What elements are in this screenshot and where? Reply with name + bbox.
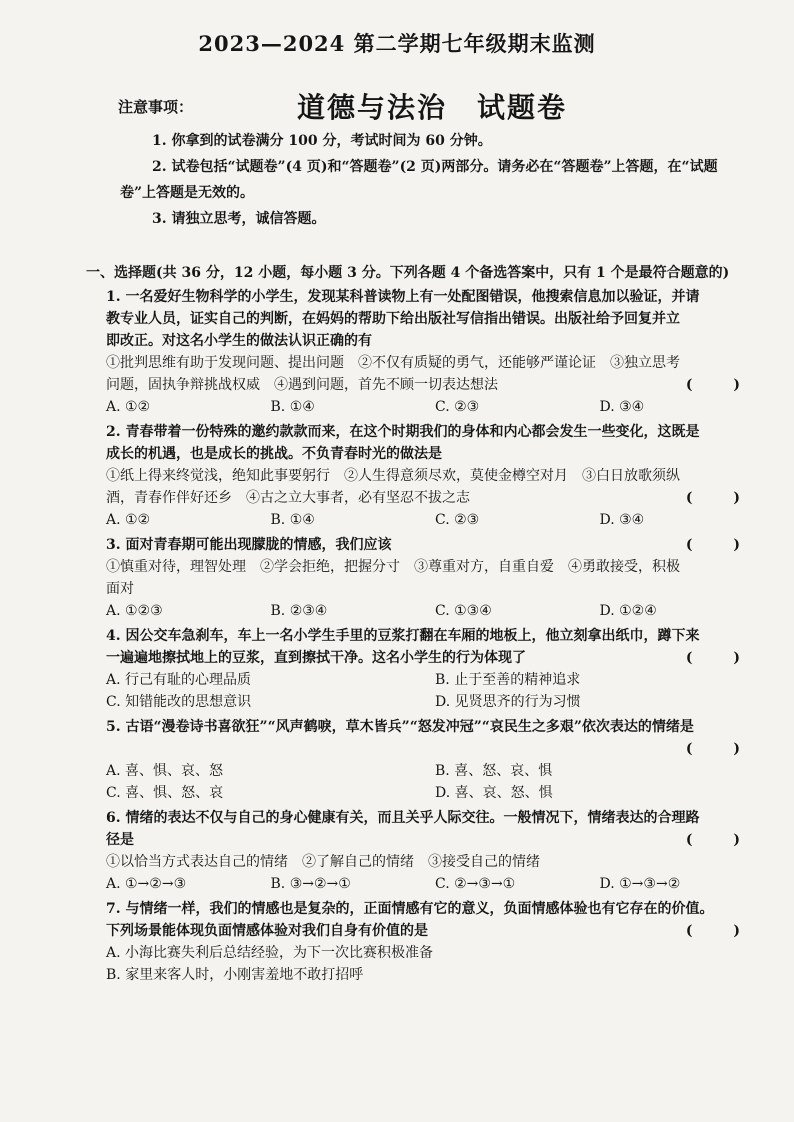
options-row [106, 669, 764, 691]
question-item: 问题，固执争辩挑战权威 ④遇到问题，首先不顾一切表达想法 [106, 377, 498, 393]
question-stem: 2. 青春带着一份特殊的邀约款款而来，在这个时期我们的身体和内心都会发生一些变化，这既是 [106, 424, 700, 440]
option-a: A. 小海比赛失利后总结经验，为下一次比赛积极准备 [106, 945, 434, 961]
option-d: D. ①②④ [599, 603, 657, 619]
question-item: ①慎重对待，理智处理 ②学会拒绝，把握分寸 ③尊重对方，自重自爱 ④勇敢接受，积极 [106, 559, 680, 575]
question-stem: 径是 [106, 832, 134, 848]
question-3 [106, 534, 764, 622]
subject-title: 道德与法治 试题卷 [296, 91, 567, 124]
question-stem: 下列场景能体现负面情感体验对我们自身有价值的是 [106, 923, 428, 939]
question-item: ①纸上得来终觉浅，绝知此事要躬行 ②人生得意须尽欢，莫使金樽空对月 ③白日放歌须纵 [106, 468, 680, 484]
option-c: C. ①③④ [435, 603, 492, 619]
option-c: C. ②③ [435, 399, 480, 415]
question-item: ①以恰当方式表达自己的情绪 ②了解自己的情绪 ③接受自己的情绪 [106, 854, 540, 870]
option-c: C. 喜、惧、怒、哀 [106, 785, 224, 801]
answer-bracket: ( ) [685, 650, 758, 666]
notice-label: 注意事项： [118, 98, 194, 116]
answer-bracket: ( ) [685, 377, 758, 393]
option-b: B. ②③④ [270, 603, 328, 619]
answer-bracket: ( ) [685, 741, 758, 757]
note-line: 1. 你拿到的试卷满分 100 分，考试时间为 60 分钟。 [152, 133, 492, 149]
question-stem: 4. 因公交车急刹车，车上一名小学生手里的豆浆打翻在车厢的地板上，他立刻拿出纸巾，蹲下来 [106, 628, 700, 644]
question-item: 酒，青春作伴好还乡 ④古之立大事者，必有坚忍不拔之志 [106, 490, 470, 506]
section-heading: 一、选择题(共 36 分，12 小题，每小题 3 分。下列各题 4 个备选答案中，只有 1 个是最符合题意的) [86, 265, 730, 281]
options-row [106, 600, 764, 622]
options-row [106, 760, 764, 782]
option-d: D. ①→③→② [599, 876, 681, 892]
answer-bracket: ( ) [685, 832, 758, 848]
question-item: ①批判思维有助于发现问题、提出问题 ②不仅有质疑的勇气，还能够严谨论证 ③独立思考 [106, 355, 680, 371]
option-a: A. 喜、惧、哀、怒 [106, 763, 224, 779]
question-item: 面对 [106, 581, 134, 597]
option-d: D. ③④ [599, 512, 645, 528]
question-area [86, 262, 764, 989]
option-b: B. 家里来客人时，小刚害羞地不敢打招呼 [106, 967, 364, 983]
options-row [106, 396, 764, 418]
answer-bracket: ( ) [685, 923, 758, 939]
question-6 [106, 807, 764, 895]
options-row [106, 691, 764, 713]
option-b: B. ①④ [270, 399, 315, 415]
question-2 [106, 421, 764, 531]
question-stem: 即改正。对这名小学生的做法认识正确的有 [106, 333, 372, 349]
question-4 [106, 625, 764, 713]
option-a: A. ①② [106, 399, 151, 415]
option-d: D. ③④ [599, 399, 645, 415]
note-line: 卷”上答题是无效的。 [120, 185, 255, 201]
option-c: C. ②→③→① [435, 876, 516, 892]
option-d: D. 喜、哀、怒、惧 [435, 785, 553, 801]
option-b: B. ③→②→① [270, 876, 351, 892]
question-stem: 6. 情绪的表达不仅与自己的身心健康有关，而且关乎人际交往。一般情况下，情绪表达的合理路 [106, 810, 700, 826]
option-d: D. 见贤思齐的行为习惯 [435, 694, 581, 710]
option-b: B. 喜、怒、哀、惧 [435, 763, 553, 779]
notes-block [120, 128, 764, 232]
question-7 [106, 898, 764, 986]
note-line: 3. 请独立思考，诚信答题。 [152, 211, 326, 227]
options-row [106, 782, 764, 804]
question-stem: 一遍遍地擦拭地上的豆浆，直到擦拭干净。这名小学生的行为体现了 [106, 650, 526, 666]
question-stem: 5. 古语“漫卷诗书喜欲狂”“风声鹤唳，草木皆兵”“怒发冲冠”“哀民生之多艰”依次表达的情绪是 [106, 719, 694, 735]
question-stem: 1. 一名爱好生物科学的小学生，发现某科普读物上有一处配图错误，他搜索信息加以验证，并请 [106, 289, 700, 305]
option-a: A. ①②③ [106, 603, 163, 619]
option-c: C. 知错能改的思想意识 [106, 694, 252, 710]
answer-bracket: ( ) [685, 490, 758, 506]
options-row [106, 873, 764, 895]
question-1 [106, 286, 764, 418]
options-row [106, 509, 764, 531]
note-line: 2. 试卷包括“试题卷”(4 页)和“答题卷”(2 页)两部分。请务必在“答题卷”上答题，在“试题 [152, 159, 718, 175]
question-stem: 3. 面对青春期可能出现朦胧的情感，我们应该 [106, 537, 392, 553]
option-a: A. 行己有耻的心理品质 [106, 672, 252, 688]
question-stem: 7. 与情绪一样，我们的情感也是复杂的，正面情感有它的意义，负面情感体验也有它存在的价值。 [106, 901, 714, 917]
option-b: B. ①④ [270, 512, 315, 528]
option-c: C. ②③ [435, 512, 480, 528]
option-b: B. 止于至善的精神追求 [435, 672, 581, 688]
option-a: A. ①② [106, 512, 151, 528]
question-stem: 教专业人员，证实自己的判断，在妈妈的帮助下给出版社写信指出错误。出版社给予回复并立 [106, 311, 680, 327]
option-a: A. ①→②→③ [106, 876, 187, 892]
question-5 [106, 716, 764, 804]
answer-bracket: ( ) [685, 537, 758, 553]
exam-title: 2023—2024 第二学期七年级期末监测 [198, 31, 596, 56]
question-stem: 成长的机遇，也是成长的挑战。不负青春时光的做法是 [106, 446, 442, 462]
